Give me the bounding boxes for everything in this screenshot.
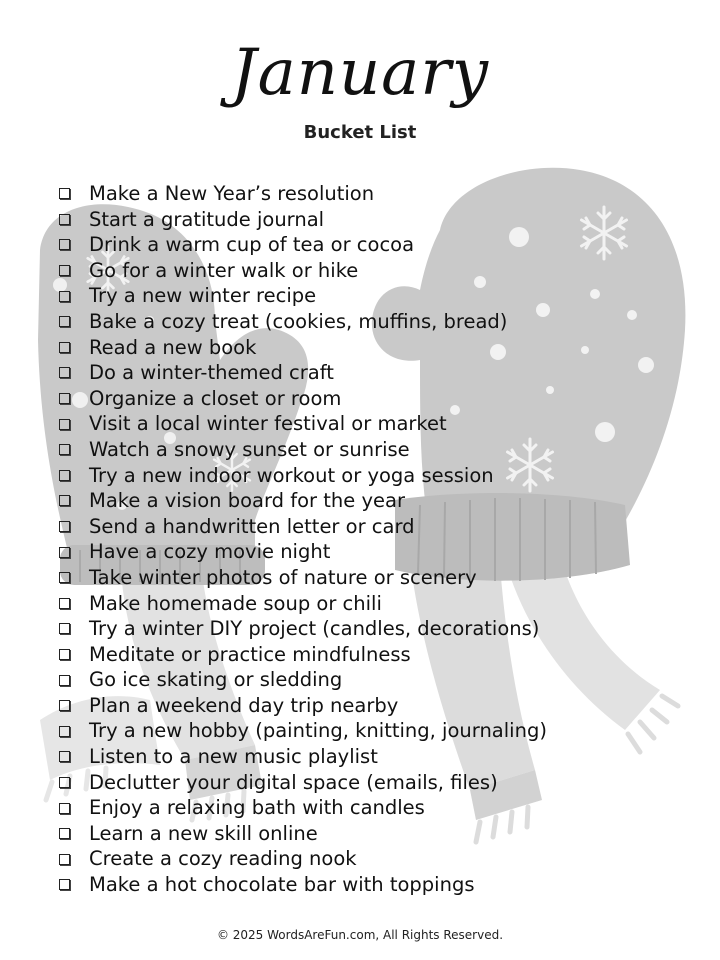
checkbox-icon[interactable] xyxy=(59,623,70,634)
page-subtitle: Bucket List xyxy=(303,122,417,143)
list-item-label: Do a winter-themed craft xyxy=(89,361,334,385)
checkbox-icon[interactable] xyxy=(59,726,70,737)
checkbox-icon[interactable] xyxy=(59,649,70,660)
list-item-label: Listen to a new music playlist xyxy=(89,745,378,769)
list-item xyxy=(56,207,547,233)
list-item xyxy=(56,258,547,284)
list-item xyxy=(56,411,547,437)
checkbox-icon[interactable] xyxy=(59,291,70,302)
list-item xyxy=(56,335,547,361)
list-item xyxy=(56,539,547,565)
list-item xyxy=(56,514,547,540)
list-item xyxy=(56,232,547,258)
list-item xyxy=(56,283,547,309)
bucket-list xyxy=(56,181,547,898)
checkbox-icon[interactable] xyxy=(59,419,70,430)
list-item-label: Make a hot chocolate bar with toppings xyxy=(89,873,475,897)
checkbox-icon[interactable] xyxy=(59,444,70,455)
checkbox-icon[interactable] xyxy=(59,777,70,788)
checkbox-icon[interactable] xyxy=(59,367,70,378)
list-item xyxy=(56,846,547,872)
list-item-label: Go ice skating or sledding xyxy=(89,668,343,692)
list-item xyxy=(56,744,547,770)
list-item xyxy=(56,821,547,847)
checkbox-icon[interactable] xyxy=(59,239,70,250)
checkbox-icon[interactable] xyxy=(59,495,70,506)
list-item-label: Try a new hobby (painting, knitting, journaling) xyxy=(89,719,547,743)
checkbox-icon[interactable] xyxy=(59,700,70,711)
list-item xyxy=(56,386,547,412)
checkbox-icon[interactable] xyxy=(59,393,70,404)
list-item xyxy=(56,667,547,693)
checkbox-icon[interactable] xyxy=(59,188,70,199)
list-item-label: Bake a cozy treat (cookies, muffins, bread) xyxy=(89,309,508,333)
list-item xyxy=(56,642,547,668)
checkbox-icon[interactable] xyxy=(59,854,70,865)
checkbox-icon[interactable] xyxy=(59,316,70,327)
list-item-label: Visit a local winter festival or market xyxy=(89,412,447,436)
list-item-label: Watch a snowy sunset or sunrise xyxy=(89,437,410,461)
list-item-label: Try a new indoor workout or yoga session xyxy=(89,463,494,487)
list-item-label: Read a new book xyxy=(89,335,257,359)
copyright-footer: © 2025 WordsAreFun.com, All Rights Reserved. xyxy=(216,928,504,942)
list-item xyxy=(56,488,547,514)
list-item-label: Declutter your digital space (emails, files) xyxy=(89,770,498,794)
checkbox-icon[interactable] xyxy=(59,265,70,276)
list-item xyxy=(56,872,547,898)
checkbox-icon[interactable] xyxy=(59,751,70,762)
list-item xyxy=(56,565,547,591)
checkbox-icon[interactable] xyxy=(59,828,70,839)
list-item xyxy=(56,718,547,744)
list-item-label: Organize a closet or room xyxy=(89,386,342,410)
list-item xyxy=(56,693,547,719)
checkbox-icon[interactable] xyxy=(59,547,70,558)
list-item-label: Take winter photos of nature or scenery xyxy=(89,565,477,589)
list-item-label: Send a handwritten letter or card xyxy=(89,514,415,538)
list-item xyxy=(56,616,547,642)
list-item-label: Meditate or practice mindfulness xyxy=(89,642,411,666)
list-item xyxy=(56,463,547,489)
list-item-label: Learn a new skill online xyxy=(89,821,318,845)
checkbox-icon[interactable] xyxy=(59,470,70,481)
page-title: January xyxy=(230,36,490,110)
list-item-label: Plan a weekend day trip nearby xyxy=(89,693,399,717)
list-item xyxy=(56,770,547,796)
list-item-label: Drink a warm cup of tea or cocoa xyxy=(89,233,415,257)
list-item xyxy=(56,437,547,463)
list-item xyxy=(56,795,547,821)
checkbox-icon[interactable] xyxy=(59,521,70,532)
list-item-label: Make homemade soup or chili xyxy=(89,591,382,615)
list-item-label: Create a cozy reading nook xyxy=(89,847,357,871)
checkbox-icon[interactable] xyxy=(59,342,70,353)
list-item xyxy=(56,309,547,335)
list-item xyxy=(56,181,547,207)
list-item-label: Enjoy a relaxing bath with candles xyxy=(89,796,425,820)
list-item-label: Start a gratitude journal xyxy=(89,207,325,231)
checkbox-icon[interactable] xyxy=(59,598,70,609)
list-item-label: Try a winter DIY project (candles, decorations) xyxy=(89,617,540,641)
list-item-label: Go for a winter walk or hike xyxy=(89,258,359,282)
checkbox-icon[interactable] xyxy=(59,572,70,583)
list-item-label: Make a vision board for the year xyxy=(89,489,405,513)
list-item-label: Have a cozy movie night xyxy=(89,540,331,564)
list-item xyxy=(56,591,547,617)
checkbox-icon[interactable] xyxy=(59,675,70,686)
list-item-label: Make a New Year’s resolution xyxy=(89,182,375,205)
checkbox-icon[interactable] xyxy=(59,803,70,814)
checkbox-icon[interactable] xyxy=(59,879,70,890)
checkbox-icon[interactable] xyxy=(59,214,70,225)
list-item-label: Try a new winter recipe xyxy=(89,284,317,308)
list-item xyxy=(56,360,547,386)
